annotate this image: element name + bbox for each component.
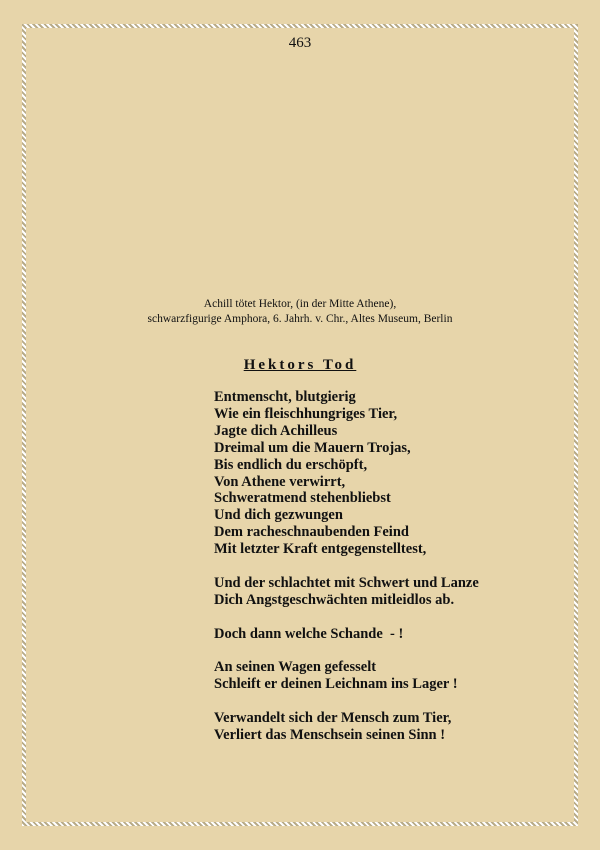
poem-line: Und dich gezwungen	[214, 507, 343, 524]
poem-line: Dreimal um die Mauern Trojas,	[214, 439, 411, 456]
poem-stanza	[214, 575, 479, 609]
poem-stanza	[214, 659, 479, 693]
poem-line: Mit letzter Kraft entgegenstelltest,	[214, 541, 427, 558]
caption-line: schwarzfigurige Amphora, 6. Jahrh. v. Chr., Altes Museum, Berlin	[147, 313, 453, 325]
poem-line: Schweratmend stehenbliebst	[214, 490, 391, 507]
poem-title: Hektors Tod	[243, 357, 357, 373]
poem-line: Schleift er deinen Leichnam ins Lager !	[214, 676, 458, 693]
page-number: 463	[288, 35, 312, 51]
poem-stanza	[214, 710, 479, 744]
poem-body	[214, 389, 479, 761]
poem-line: Verliert das Menschsein seinen Sinn !	[214, 727, 446, 744]
poem-line: Verwandelt sich der Mensch zum Tier,	[214, 710, 452, 727]
poem-line: Wie ein fleischhungriges Tier,	[214, 405, 398, 422]
poem-line: Von Athene verwirrt,	[214, 473, 346, 490]
poem-stanza	[214, 626, 479, 643]
poem-line: Doch dann welche Schande - !	[214, 625, 404, 642]
poem-line: Bis endlich du erschöpft,	[214, 456, 368, 473]
poem-line: Entmenscht, blutgierig	[214, 389, 356, 405]
poem-line: An seinen Wagen gefesselt	[214, 659, 377, 676]
poem-stanza	[214, 389, 479, 558]
image-caption	[0, 297, 600, 327]
poem-line: Und der schlachtet mit Schwert und Lanze	[214, 574, 479, 591]
poem-line: Dem racheschnaubenden Feind	[214, 524, 409, 541]
caption-line: Achill tötet Hektor, (in der Mitte Athene),	[203, 298, 397, 310]
poem-line: Dich Angstgeschwächten mitleidlos ab.	[214, 591, 455, 608]
poem-line: Jagte dich Achilleus	[214, 422, 338, 439]
